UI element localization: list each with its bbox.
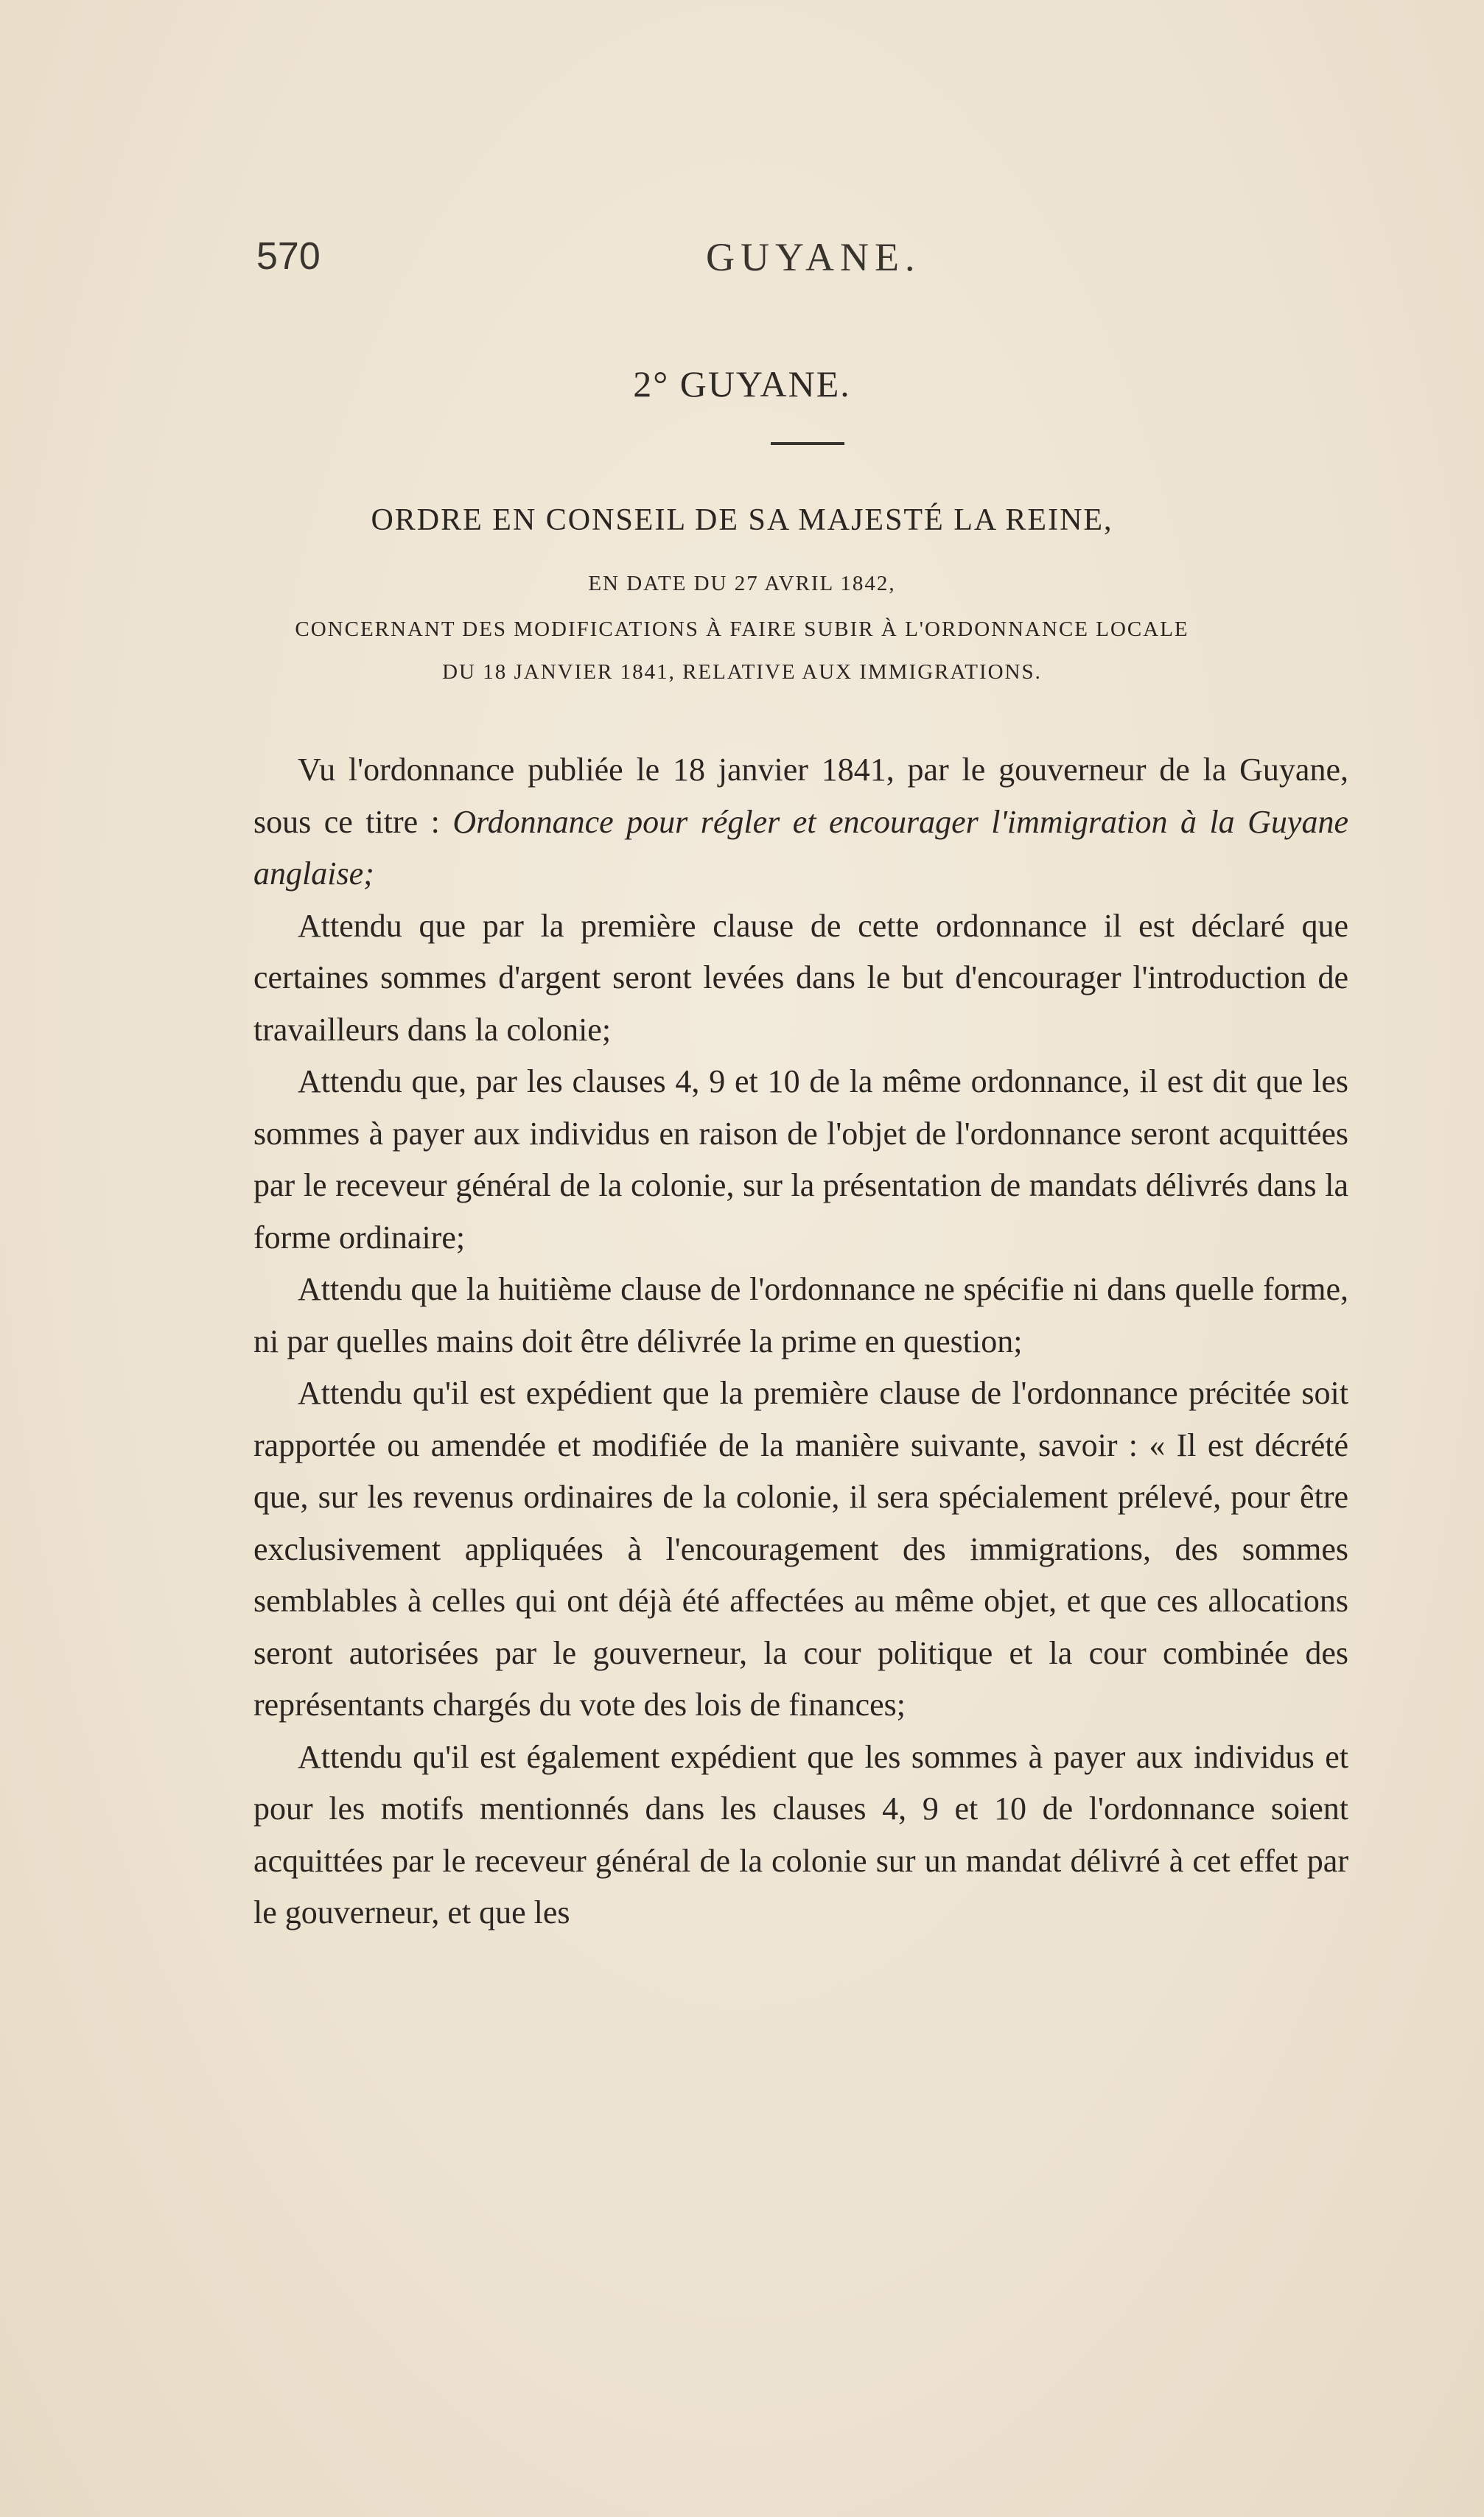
order-subject-line-1: CONCERNANT DES MODIFICATIONS À FAIRE SUBIR À L'ORDONNANCE LOCALE — [295, 617, 1189, 641]
paragraph-4: Attendu que la huitième clause de l'ordonnance ne spécifie ni dans quelle forme, ni par quelles mains doit être délivrée la prime en question; — [253, 1271, 1348, 1359]
ordinance-title-italic: Ordonnance pour régler et encourager l'immigration à la Guyane anglaise; — [253, 803, 1348, 892]
paragraph-3: Attendu que, par les clauses 4, 9 et 10 de la même ordonnance, il est dit que les sommes à payer aux individus en raison de l'objet de l'ordonnance seront acquittées par le receveur général de la colonie, sur la présentation de mandats délivrés dans la forme ordinaire; — [253, 1063, 1348, 1256]
order-date-line: EN DATE DU 27 AVRIL 1842, — [588, 572, 896, 595]
order-subject-line-2: DU 18 JANVIER 1841, RELATIVE AUX IMMIGRATIONS. — [442, 660, 1042, 684]
paragraph-1 — [253, 744, 1348, 900]
paragraph-2: Attendu que par la première clause de cette ordonnance il est déclaré que certaines sommes d'argent seront levées dans le but d'encourager l'introduction de travailleurs dans la colonie; — [253, 907, 1348, 1048]
running-head — [256, 234, 1347, 286]
section-heading: 2° GUYANE. — [633, 363, 851, 405]
paragraph-6: Attendu qu'il est également expédient que les sommes à payer aux individus et pour les motifs mentionnés dans les clauses 4, 9 et 10 de l'ordonnance soient acquittées par le receveur général de la colonie sur un mandat délivré à cet effet par le gouverneur, et que les — [253, 1738, 1348, 1930]
page-number: 570 — [256, 235, 321, 278]
paragraph-5: Attendu qu'il est expédient que la première clause de l'ordonnance précitée soit rapportée ou amendée et modifiée de la manière suivante, savoir : « Il est décrété que, sur les revenus ordinaires de la colonie, il sera spécialement prélevé, pour être exclusivement appliquées à l'encouragement des immigrations, des sommes semblables à celles qui ont déjà été affectées au même objet, et que ces allocations seront autorisées par le gouverneur, la cour politique et la cour combinée des représentants chargés du vote des lois de finances; — [253, 1375, 1348, 1723]
body-text — [253, 744, 1348, 1939]
running-title: GUYANE. — [706, 235, 921, 279]
paragraph-1-lead: Vu l'ordonnance publiée le 18 janvier 1841, par le gouverneur de la Guyane, sous ce titre : — [253, 752, 1348, 840]
order-title: ORDRE EN CONSEIL DE SA MAJESTÉ LA REINE, — [371, 503, 1113, 537]
heading-rule — [771, 442, 844, 445]
